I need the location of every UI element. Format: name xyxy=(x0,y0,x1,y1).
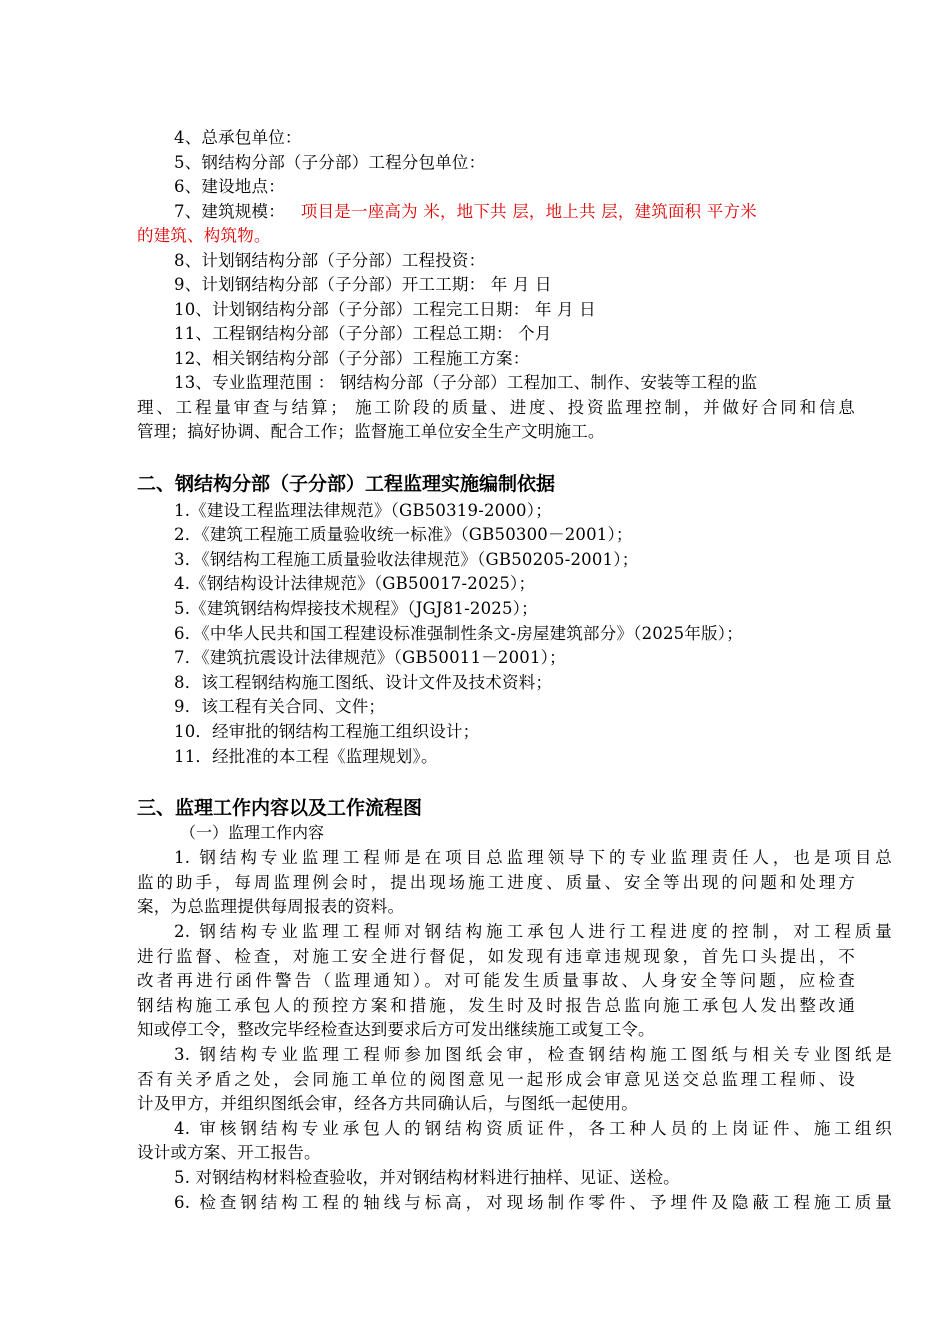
info-item-location: 6、建设地点： xyxy=(174,177,285,196)
info-item-scope-line2: 理、工程量审查与结算； 施工阶段的质量、进度、投资监理控制，并做好合同和信息 xyxy=(137,398,855,417)
subsection-title: （一）监理工作内容 xyxy=(180,823,325,842)
paragraph-6-line: 6. 检查钢结构工程的轴线与标高，对现场制作零件、予埋件及隐蔽工程施工质量 xyxy=(174,1193,892,1212)
info-item-construction-plan: 12、相关钢结构分部（子分部）工程施工方案： xyxy=(174,349,530,368)
paragraph-2-line: 改者再进行函件警告（监理通知）。对可能发生质量事故、人身安全等问题，应检查 xyxy=(137,971,855,990)
info-item-scale-continued: 的建筑、构筑物。 xyxy=(137,226,271,245)
info-item-scale-value: 项目是一座高为 米，地下共 层，地上共 层，建筑面积 平方米 xyxy=(300,202,757,221)
info-item-subcontractor: 5、钢结构分部（子分部）工程分包单位： xyxy=(174,153,486,172)
paragraph-4-line: 4. 审核钢结构专业承包人的钢结构资质证件，各工种人员的上岗证件、施工组织 xyxy=(174,1119,892,1138)
paragraph-2-line: 2. 钢结构专业监理工程师对钢结构施工承包人进行工程进度的控制，对工程质量 xyxy=(174,922,892,941)
reference-item: 4.《钢结构设计法律规范》（GB50017-2025）； xyxy=(174,574,536,593)
paragraph-3-line: 否有关矛盾之处，会同施工单位的阅图意见一起形成会审意见送交总监理工程师、设 xyxy=(137,1070,855,1089)
info-item-start-date: 9、计划钢结构分部（子分部）开工工期： 年 月 日 xyxy=(174,275,552,294)
paragraph-2-line: 知或停工令，整改完毕经检查达到要求后方可发出继续施工或复工令。 xyxy=(137,1020,655,1039)
info-item-investment: 8、计划钢结构分部（子分部）工程投资： xyxy=(174,251,486,270)
reference-item: 11．经批准的本工程《监理规划》。 xyxy=(174,747,438,766)
info-item-duration: 11、工程钢结构分部（子分部）工程总工期： 个月 xyxy=(174,324,552,343)
reference-item: 9．该工程有关合同、文件； xyxy=(174,697,386,716)
reference-item: 7．《建筑抗震设计法律规范》（GB50011－2001）； xyxy=(174,648,566,667)
info-item-scope-line3: 管理；搞好协调、配合工作；监督施工单位安全生产文明施工。 xyxy=(137,422,605,441)
info-item-general-contractor: 4、总承包单位： xyxy=(174,128,302,147)
paragraph-2-line: 进行监督、检查，对施工安全进行督促，如发现有违章违规现象，首先口头提出，不 xyxy=(137,947,855,966)
reference-item: 3．《钢结构工程施工质量验收法律规范》（GB50205-2001）； xyxy=(174,550,639,569)
reference-item: 1.《建设工程监理法律规范》（GB50319-2000）； xyxy=(174,501,552,520)
paragraph-3-line: 计及甲方，并组织图纸会审，经各方共同确认后，与图纸一起使用。 xyxy=(137,1094,638,1113)
section-heading-basis: 二、钢结构分部（子分部）工程监理实施编制依据 xyxy=(137,473,556,495)
paragraph-5-line: 5. 对钢结构材料检查验收，并对钢结构材料进行抽样、见证、送检。 xyxy=(174,1168,680,1187)
info-item-scope: 13、专业监理范围 ： 钢结构分部（子分部）工程加工、制作、安装等工程的监 xyxy=(174,373,758,392)
reference-item: 10．经审批的钢结构工程施工组织设计； xyxy=(174,722,480,741)
paragraph-1-line: 案，为总监理提供每周报表的资料。 xyxy=(137,897,405,916)
info-item-scale-label: 7、建筑规模： xyxy=(174,202,285,221)
paragraph-3-line: 3. 钢结构专业监理工程师参加图纸会审，检查钢结构施工图纸与相关专业图纸是 xyxy=(174,1045,892,1064)
info-item-scale xyxy=(137,200,892,224)
paragraph-1-line: 1. 钢结构专业监理工程师是在项目总监理领导下的专业监理责任人，也是项目总 xyxy=(174,848,892,867)
reference-item: 2．《建筑工程施工质量验收统一标准》（GB50300－2001）； xyxy=(174,525,633,544)
info-item-completion-date: 10、计划钢结构分部（子分部）工程完工日期： 年 月 日 xyxy=(174,300,596,319)
paragraph-2-line: 钢结构施工承包人的预控方案和措施，发生时及时报告总监向施工承包人发出整改通 xyxy=(137,996,855,1015)
reference-item: 5.《建筑钢结构焊接技术规程》（JGJ81-2025）； xyxy=(174,599,538,618)
paragraph-1-line: 监的助手，每周监理例会时，提出现场施工进度、质量、安全等出现的问题和处理方 xyxy=(137,873,855,892)
reference-item: 8．该工程钢结构施工图纸、设计文件及技术资料； xyxy=(174,673,553,692)
paragraph-4-line: 设计或方案、开工报告。 xyxy=(137,1143,321,1162)
reference-item: 6．《中华人民共和国工程建设标准强制性条文-房屋建筑部分》（2025年版）； xyxy=(174,624,743,643)
section-heading-work-content: 三、监理工作内容以及工作流程图 xyxy=(137,797,423,819)
